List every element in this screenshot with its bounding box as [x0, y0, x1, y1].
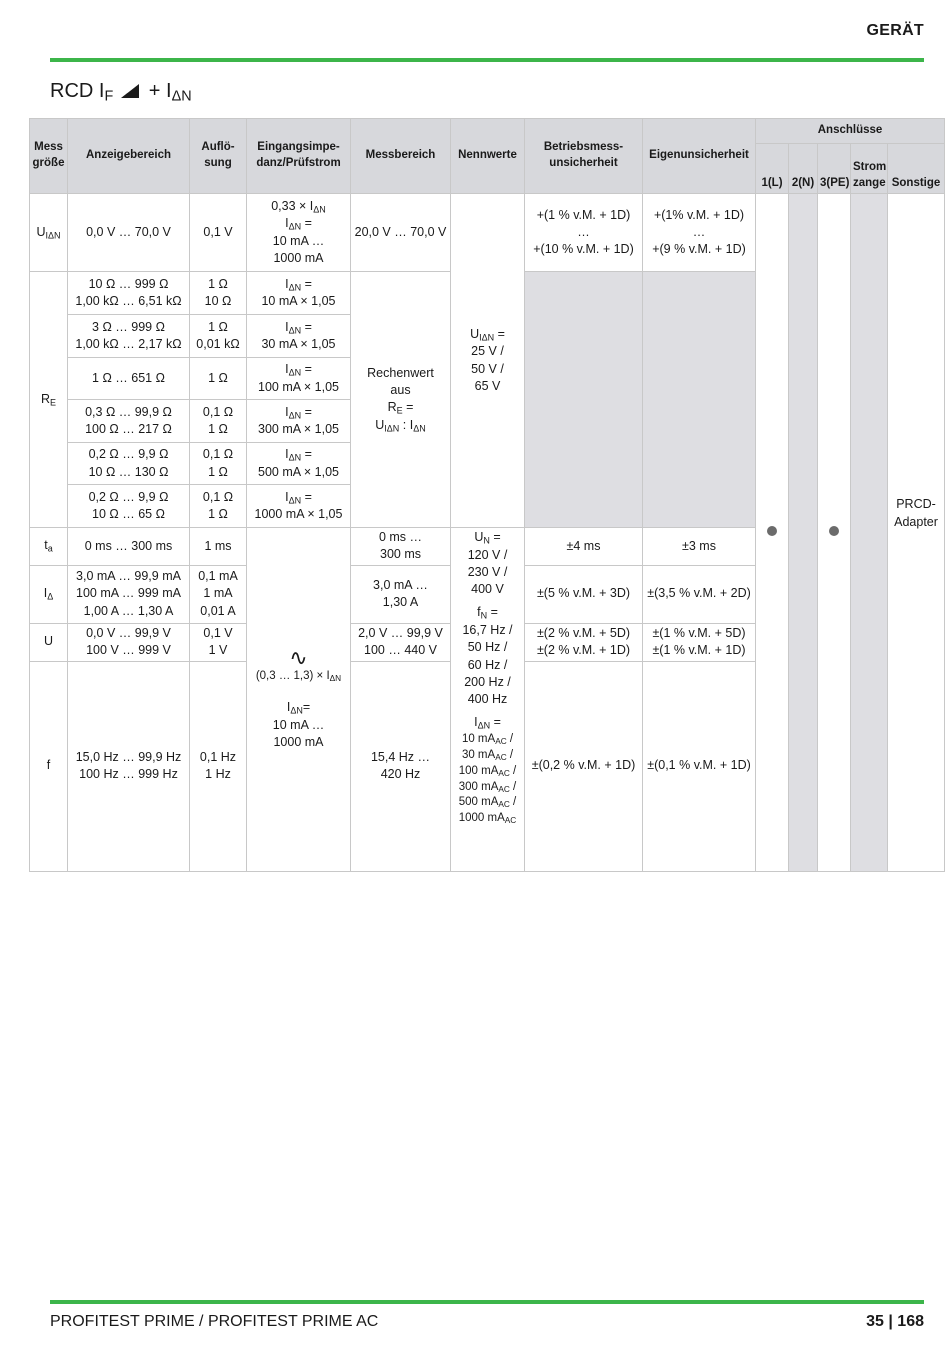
page-title: RCD $I_F + I_{\Delta N}$ — [50, 80, 192, 105]
cell-anzeige: 1 Ω … 651 Ω — [68, 358, 190, 400]
cell-mess-u: U — [30, 623, 68, 661]
header-row — [30, 119, 945, 144]
page-number: 35 | 168 — [866, 1313, 924, 1330]
cell-anzeige: 0,2 Ω … 9,9 Ω 10 Ω … 130 Ω — [68, 443, 190, 485]
cell-aufl: 0,1 V 1 V — [190, 623, 247, 661]
header-rule — [50, 58, 924, 62]
col-strom: Strom zange — [851, 144, 888, 194]
cell-eingang: $I_{\Delta N}$ = 30 mA × 1,05 — [247, 315, 351, 358]
cell-eigen: ±3 ms — [643, 528, 756, 566]
ac-wave-icon: ∿ — [289, 645, 308, 671]
cell-anzeige: 0,2 Ω … 9,9 Ω 10 Ω … 65 Ω — [68, 485, 190, 528]
col-sonstige: Sonstige — [888, 144, 945, 194]
cell-aufl: 0,1 Ω 1 Ω — [190, 443, 247, 485]
cell-mess-f: f — [30, 661, 68, 871]
cell-eigen: ±(3,5 % v.M. + 2D) — [643, 565, 756, 623]
cell-eingang: $I_{\Delta N}$ = 10 mA × 1,05 — [247, 272, 351, 315]
cell-strom — [851, 194, 888, 872]
cell-betrieb: ±(0,2 % v.M. + 1D) — [525, 661, 643, 871]
cell-aufl: 0,1 Ω 1 Ω — [190, 400, 247, 443]
col-anzeige: Anzeigebereich — [68, 119, 190, 194]
col-anschluesse: Anschlüsse — [756, 119, 945, 144]
cell-anzeige: 0 ms … 300 ms — [68, 528, 190, 566]
cell-messbereich: 3,0 mA … 1,30 A — [351, 565, 451, 623]
cell-mess-ta: $t_a$ — [30, 528, 68, 566]
cell-aufl: 0,1 Hz 1 Hz — [190, 661, 247, 871]
cell-eingang: $I_{\Delta N}$ = 100 mA × 1,05 — [247, 358, 351, 400]
cell-betrieb: ±(2 % v.M. + 5D) ±(2 % v.M. + 1D) — [525, 623, 643, 661]
footer-product: PROFITEST PRIME / PROFITEST PRIME AC — [50, 1313, 379, 1330]
cell-anzeige: 3,0 mA … 99,9 mA 100 mA … 999 mA 1,00 A … 1,30 A — [68, 565, 190, 623]
cell-eigen: ±(1 % v.M. + 5D) ±(1 % v.M. + 1D) — [643, 623, 756, 661]
cell-nenn-lower: $U_N$ = 120 V / 230 V / 400 V $f_N$ = 16,7 Hz / 50 Hz / 60 Hz / 200 Hz / 400 Hz $I_{\Delta N}$ = 10 $mA_{AC}$ / 30 $mA_{AC}$ / 100 $mA_{AC}$ / 300 $mA_{AC}$ / 500 $mA_{AC}$ / 1000 $mA_{AC}$ — [451, 528, 525, 872]
col-aufl: Auflö- sung — [190, 119, 247, 194]
cell-betrieb-re — [525, 272, 643, 528]
cell-messbereich: 20,0 V … 70,0 V — [351, 194, 451, 272]
col-eigen: Eigenunsicherheit — [643, 119, 756, 194]
cell-eingang-lower: ∿ (0,3 … $1,3) \times I_{\Delta N}$ $I_{\Delta N}=$ 10 mA … 1000 mA — [247, 528, 351, 872]
cell-aufl: 1 Ω — [190, 358, 247, 400]
col-nenn: Nennwerte — [451, 119, 525, 194]
cell-aufl: 1 Ω 10 Ω — [190, 272, 247, 315]
spec-table — [29, 118, 945, 872]
cell-eigen-re — [643, 272, 756, 528]
cell-eigen: ±(0,1 % v.M. + 1D) — [643, 661, 756, 871]
cell-eingang: $I_{\Delta N}$ = 500 mA × 1,05 — [247, 443, 351, 485]
col-messbereich: Messbereich — [351, 119, 451, 194]
cell-aufl: 0,1 Ω 1 Ω — [190, 485, 247, 528]
connection-dot — [829, 526, 839, 536]
cell-eigen: +(1% v.M. + 1D) … +(9 % v.M. + 1D) — [643, 194, 756, 272]
cell-messbereich: 0 ms … 300 ms — [351, 528, 451, 566]
cell-anzeige: 0,0 V … 99,9 V 100 V … 999 V — [68, 623, 190, 661]
cell-anzeige: 15,0 Hz … 99,9 Hz 100 Hz … 999 Hz — [68, 661, 190, 871]
cell-anzeige: 0,0 V … 70,0 V — [68, 194, 190, 272]
col-mess: Mess größe — [30, 119, 68, 194]
cell-aufl: 1 Ω 0,01 kΩ — [190, 315, 247, 358]
cell-2n — [789, 194, 818, 872]
cell-messbereich: 15,4 Hz … 420 Hz — [351, 661, 451, 871]
cell-aufl: 0,1 mA 1 mA 0,01 A — [190, 565, 247, 623]
cell-eingang: $I_{\Delta N}$ = 300 mA × 1,05 — [247, 400, 351, 443]
col-betrieb: Betriebsmess- unsicherheit — [525, 119, 643, 194]
cell-eingang: $0,33 \times I_{\Delta N}$ $I_{\Delta N}$ = 10 mA … 1000 mA — [247, 194, 351, 272]
cell-anzeige: 0,3 Ω … 99,9 Ω 100 Ω … 217 Ω — [68, 400, 190, 443]
col-3pe: 3(PE) — [818, 144, 851, 194]
col-2n: 2(N) — [789, 144, 818, 194]
cell-eingang: $I_{\Delta N}$ = 1000 mA × 1,05 — [247, 485, 351, 528]
cell-nenn-u: $U_{I\Delta N}$ = 25 V / 50 V / 65 V — [451, 194, 525, 528]
cell-anzeige: 10 Ω … 999 Ω 1,00 kΩ … 6,51 kΩ — [68, 272, 190, 315]
cell-betrieb: ±(5 % v.M. + 3D) — [525, 565, 643, 623]
cell-betrieb: ±4 ms — [525, 528, 643, 566]
cell-mess-id: $I_\Delta$ — [30, 565, 68, 623]
footer-rule — [50, 1300, 924, 1304]
col-1l: 1(L) — [756, 144, 789, 194]
cell-mess-u: $U_{I\Delta N}$ — [30, 194, 68, 272]
col-eingang: Eingangsimpe- danz/Prüfstrom — [247, 119, 351, 194]
connection-dot — [767, 526, 777, 536]
cell-1l — [756, 194, 789, 872]
cell-mess-re: $R_E$ — [30, 272, 68, 528]
cell-3pe — [818, 194, 851, 872]
ramp-icon — [121, 84, 139, 98]
row-u-idn — [30, 194, 945, 272]
section-label: GERÄT — [866, 22, 924, 39]
cell-aufl: 0,1 V — [190, 194, 247, 272]
cell-messbereich: 2,0 V … 99,9 V 100 … 440 V — [351, 623, 451, 661]
cell-sonstige: PRCD- Adapter — [888, 194, 945, 872]
cell-aufl: 1 ms — [190, 528, 247, 566]
cell-betrieb: +(1 % v.M. + 1D) … +(10 % v.M. + 1D) — [525, 194, 643, 272]
cell-anzeige: 3 Ω … 999 Ω 1,00 kΩ … 2,17 kΩ — [68, 315, 190, 358]
cell-messbereich-re: Rechenwert aus $R_E$ = $U_{I\Delta N}$ : $I_{\Delta N}$ — [351, 272, 451, 528]
